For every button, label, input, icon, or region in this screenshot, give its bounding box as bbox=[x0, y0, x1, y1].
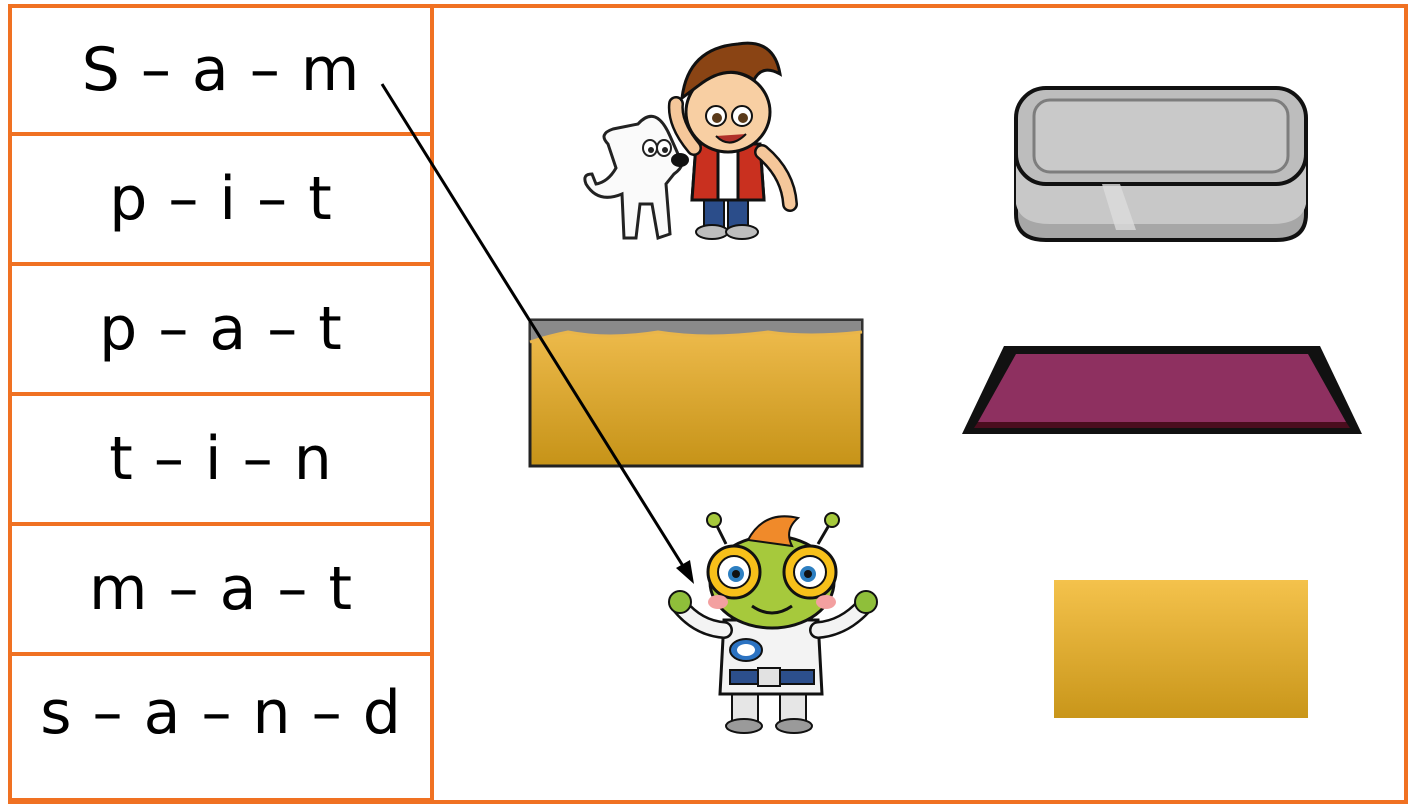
word-label: t – i – n bbox=[109, 424, 333, 494]
word-label: s – a – n – d bbox=[40, 678, 402, 748]
word-label: p – a – t bbox=[99, 294, 343, 364]
word-label: m – a – t bbox=[88, 554, 354, 624]
word-label: S – a – m bbox=[81, 35, 361, 105]
word-label: p – i – t bbox=[109, 164, 333, 234]
